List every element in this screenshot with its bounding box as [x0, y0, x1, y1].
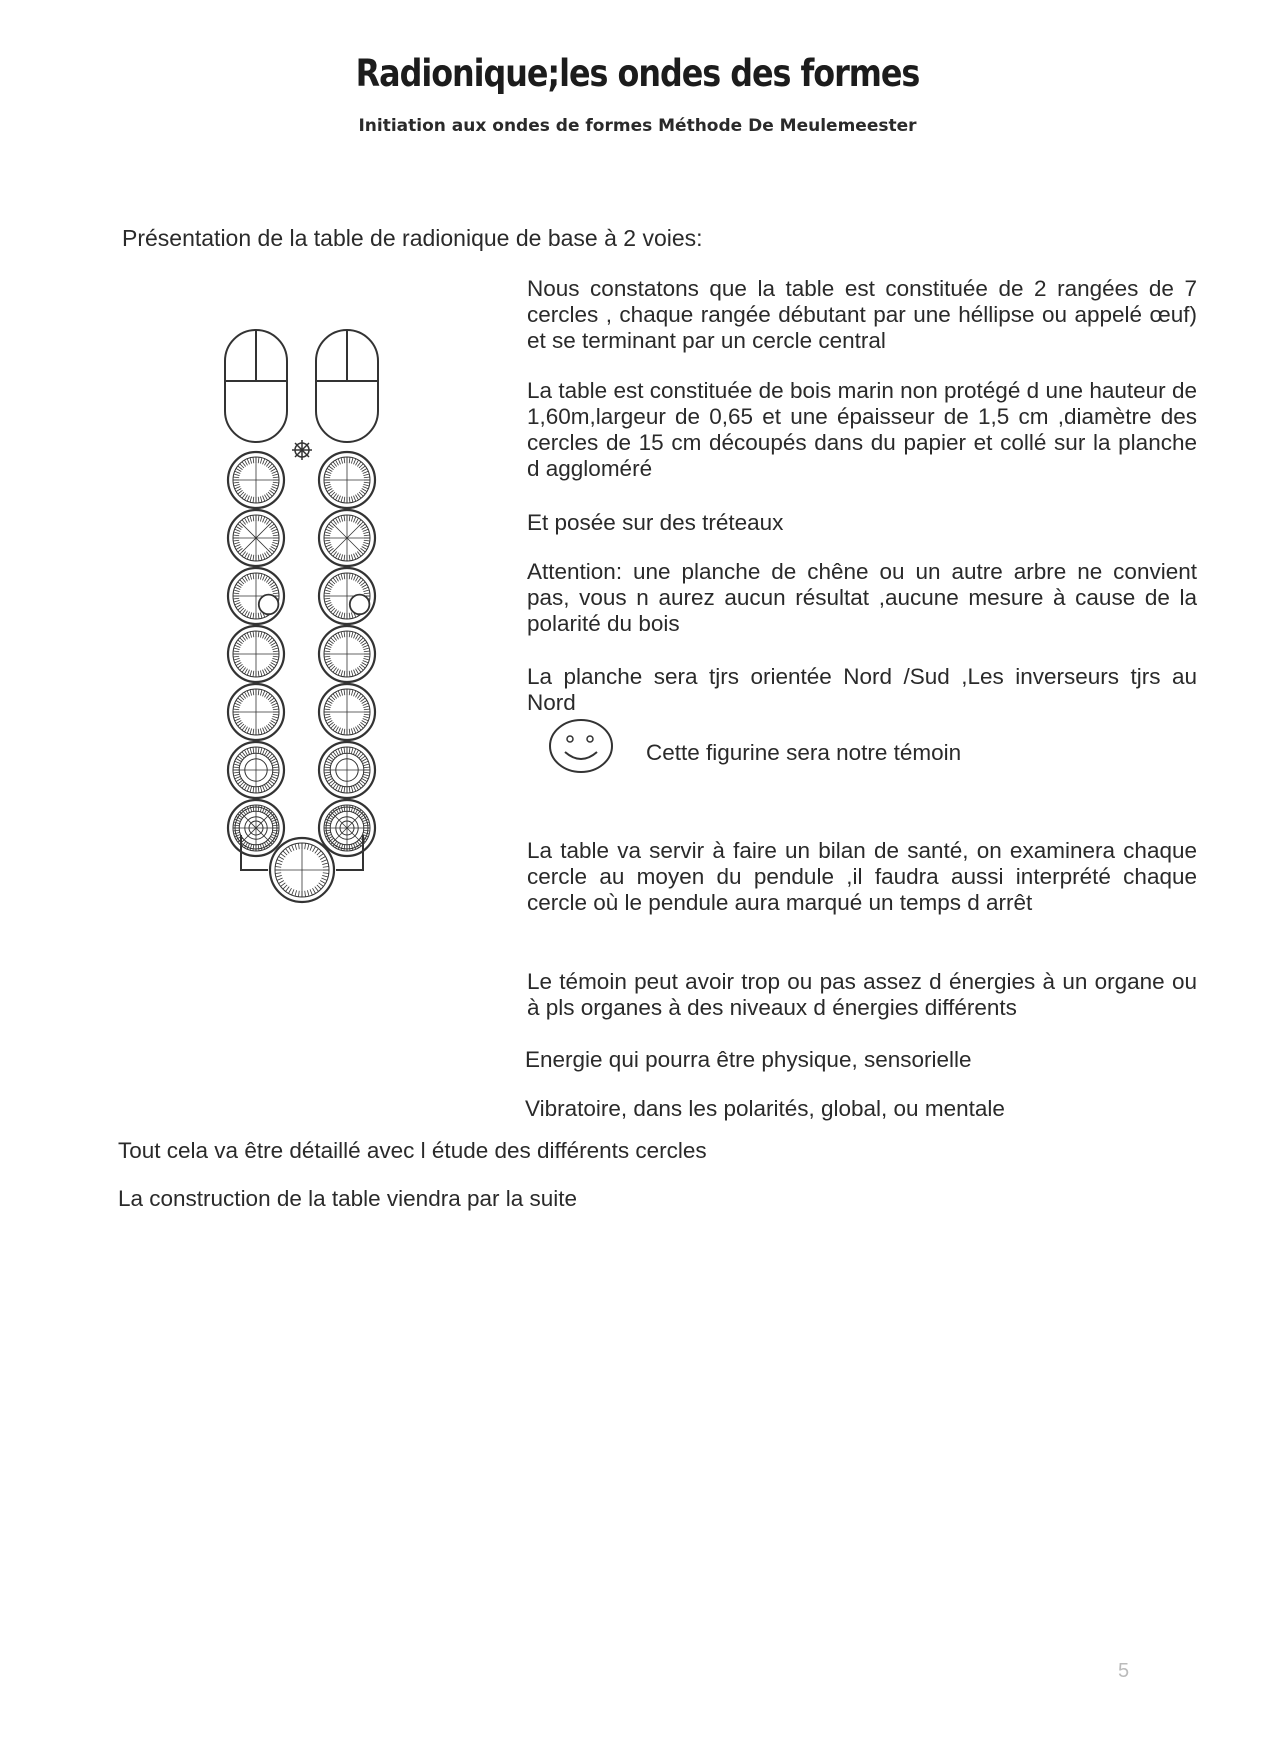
dial-circle	[319, 452, 375, 508]
dial-circle	[319, 510, 375, 566]
paragraph-orientation: La planche sera tjrs orientée Nord /Sud ,Les inverseurs tjrs au Nord	[527, 664, 1197, 715]
paragraph-warning: Attention: une planche de chêne ou un autre arbre ne convient pas, vous n aurez aucun résultat ,aucune mesure à cause de la polarité du bois	[527, 559, 1197, 636]
page-subtitle: Initiation aux ondes de formes Méthode De Meulemeester	[358, 116, 917, 136]
page-corner-mark: 5	[1118, 1660, 1130, 1682]
paragraph-details: Tout cela va être détaillé avec l étude des différents cercles	[118, 1138, 707, 1163]
dial-circle	[228, 452, 284, 508]
paragraph-energy-types: Energie qui pourra être physique, sensorielle	[525, 1047, 972, 1072]
dial-circle	[228, 626, 284, 682]
paragraph-vibratory: Vibratoire, dans les polarités, global, ou mentale	[525, 1096, 1005, 1121]
dial-circle	[319, 568, 375, 624]
dial-circle	[270, 838, 334, 902]
dial-circle	[319, 684, 375, 740]
dial-circle	[228, 742, 284, 798]
paragraph-materials: La table est constituée de bois marin non protégé d une hauteur de 1,60m,largeur de 0,65 et une épaisseur de 1,5 cm ,diamètre des cercles de 15 cm découpés dans du papier et collé sur la planche d aggloméré	[527, 378, 1197, 481]
dial-circle	[228, 510, 284, 566]
dial-circle	[319, 800, 375, 856]
dial-circle	[319, 626, 375, 682]
paragraph-construction: La construction de la table viendra par la suite	[118, 1186, 578, 1211]
paragraph-health-check: La table va servir à faire un bilan de santé, on examinera chaque cercle au moyen du pendule ,il faudra aussi interprété chaque cercle où le pendule aura marqué un temps d arrêt	[527, 838, 1197, 915]
page-title: Radionique;les ondes des formes	[355, 52, 920, 95]
paragraph-energy-levels: Le témoin peut avoir trop ou pas assez d énergies à un organe ou à pls organes à des niveaux d énergies différents	[527, 969, 1197, 1020]
paragraph-tressels: Et posée sur des tréteaux	[527, 510, 784, 535]
figurine-caption: Cette figurine sera notre témoin	[646, 740, 962, 765]
radionic-table-diagram	[210, 325, 390, 915]
smiley-face-icon	[548, 718, 614, 774]
paragraph-row-description: Nous constatons que la table est constituée de 2 rangées de 7 cercles , chaque rangée débutant par une héllipse ou appelé œuf) et se terminant par un cercle central	[527, 276, 1197, 353]
dial-circle	[228, 800, 284, 856]
intro-line: Présentation de la table de radionique de base à 2 voies:	[122, 225, 703, 251]
dial-circle	[228, 568, 284, 624]
dial-circle	[228, 684, 284, 740]
dial-circle	[319, 742, 375, 798]
